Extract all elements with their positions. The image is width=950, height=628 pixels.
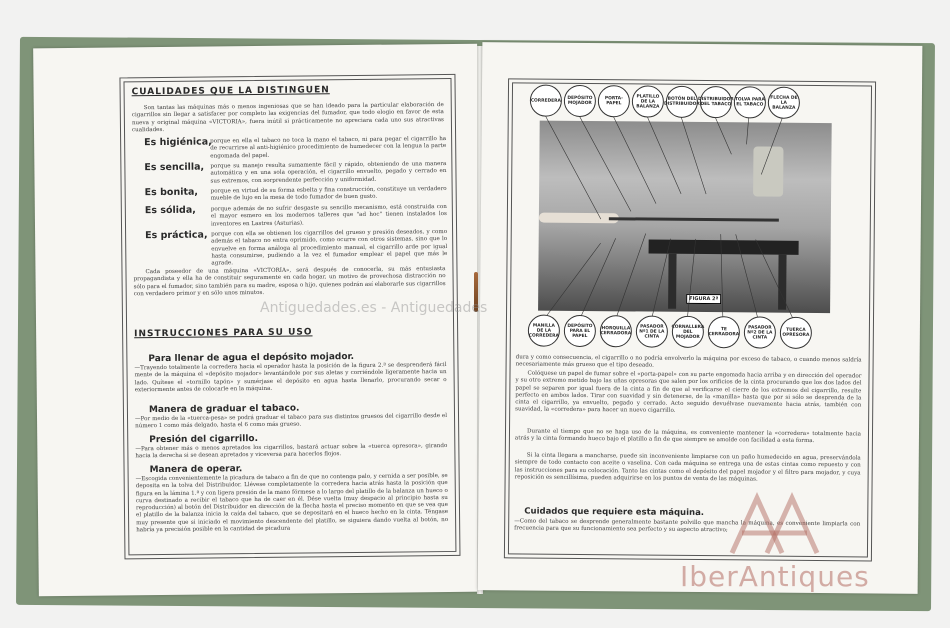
label-distribuidor-tabaco: DISTRIBUIDOR DEL TABACO	[700, 86, 732, 118]
quality-4-text: porque además de no sufrir desgaste su sencillo mecanismo, está construida con el mayor esmero en los modernos talleres que "ad hoc" tienen instalados los inventores en Lastres (Asturias).	[210, 204, 447, 228]
right-page	[478, 42, 923, 594]
heading-instructions: INSTRUCCIONES PARA SU USO	[134, 327, 313, 340]
figure-label: FIGURA 2ª	[686, 294, 721, 304]
section-fill-water-text: —Trayendo totalmente la corredera hacia el operador hasta la posición de la figura 2.ª se desprenderá fácil mente de la máquina el «depósito mojador» levantándole por sus aletas y corriéndole ligeramente hacia un lado. Quítese el «tornillo tapón» y sumérjase el depósito en agua hasta llenarlo, procurando secar o exteriormente antes de colocarle en la máquina.	[134, 362, 447, 394]
quality-3-text: porque en virtud de su forma esbelta y fina construcción, constituye un verdadero mueble de lujo en la mesa de todo fumador de buen gusto.	[210, 186, 447, 202]
quality-4-title: Es sólida,	[144, 204, 196, 217]
quality-1-text: porque en ella el tabaco no toca la mano el tabaco, ni para pegar el cigarrillo ha de recurrirse al anti-higiénico procedimiento de humedecer con la lengua la parte engomada del papel.	[210, 136, 447, 160]
left-page	[33, 44, 483, 597]
heading-qualities: CUALIDADES QUE LA DISTINGUEN	[131, 85, 330, 98]
quality-5-text: porque con ella se obtienen los cigarrillos del grueso y presión deseados, y como además el tabaco no entra oprimido, como ocurre con otros sistemas, sino que lo envuelve en forma análoga al procedimiento manual, el cigarrillo arde por igual hasta consumirse, pudiendo a la vez el fumador emplear el papel que más le agrade.	[211, 229, 448, 267]
label-te-cerradora: TE CERRADORA	[708, 316, 740, 348]
right-paragraph-1: dura y como consecuencia, el cigarrillo o no podría envolverlo la máquina por exceso de tabaco, o cuando menos saldría necesariamente más grueso que el tipo deseado.	[515, 354, 862, 369]
label-cornallera: CORNALLERA DEL MOJADOR	[672, 316, 704, 348]
quality-1-title: Es higiénica,	[144, 136, 212, 149]
section-tobacco-text: —Por medio de la «tuerca-pesa» se podrá graduar el tabaco para sus distintos gruesos del cigarrillo desde el número 1 como más delgado, hasta el 6 como más grueso.	[135, 413, 448, 430]
section-pressure-title: Presión del cigarrillo.	[149, 434, 259, 446]
label-corredera: CORREDERA	[530, 85, 562, 117]
label-boton-distribuidor: BOTÓN DEL DISTRIBUIDOR	[666, 86, 698, 118]
section-care-title: Cuidados que requiere esta máquina.	[524, 506, 705, 519]
label-manilla-corredera: MANILLA DE LA CORREDERA	[528, 314, 560, 346]
quality-5-title: Es práctica,	[145, 229, 208, 242]
quality-2-text: porque su manejo resulta sumamente fácil y rápido, obteniendo de una manera automática y en una sola operación, el cigarrillo envuelto, pegado y cerrado en sus extremos, con sorprendente perfección y uniformidad.	[210, 161, 447, 185]
quality-2-title: Es sencilla,	[144, 161, 205, 174]
label-platillo-balanza: PLATILLO DE LA BALANZA	[632, 85, 664, 117]
label-pasador-1: PASADOR Nº1 DE LA CINTA	[636, 315, 668, 347]
label-pasador-2: PASADOR Nº2 DE LA CINTA	[744, 316, 776, 348]
right-paragraph-3: Durante el tiempo que no se haga uso de la máquina, es conveniente mantener la «corredera» totalmente hacia atrás y la cinta formando hueco bajo el platillo a fin de que siempre se amolde con facilidad a esta forma.	[514, 428, 862, 445]
watermark-logo	[712, 488, 832, 558]
section-fill-water-title: Para llenar de agua el depósito mojador.	[148, 351, 355, 365]
closing-paragraph: Cada poseedor de una máquina «VICTORIA», será después de conocerla, su más entusiasta propagandista y ella ha de constituir seguramente en cada hogar, un motivo de provechosa distracción no sólo para el fumador, sino también para su madre, esposa o hijo, quienes podrán así elaborarle sus cigarrillos con verdadero primor y en sólo unos minutos.	[133, 266, 446, 298]
section-pressure-text: —Para obtener más o menos apretados los cigarrillos, bastará actuar sobre la «tuerca opresora», girando hacia la derecha si se desean apretados y viceversa para hacerlos flojos.	[135, 443, 448, 460]
label-deposito-papel: DEPÓSITO PARA EL PAPEL	[564, 315, 596, 347]
watermark-center: Antiguedades.es - Antiguedades	[260, 300, 488, 316]
section-care-text: —Como del tabaco se desprende generalmente bastante polvillo que mancha la máquina, es conveniente limpiarla con frecuencia para que su funcionamiento sea perfecto y su aspecto atractivo;	[514, 518, 861, 534]
intro-paragraph: Son tantas las máquinas más o menos ingeniosas que se han ideado para la particular elaboración de cigarrillos sin llegar a satisfacer por completo las exigencias del fumador, que todo elogio en favor de esta nueva y original máquina «VICTORIA», fuera inútil si prácticamente no apreciara cada uno sus atractivas cualidades.	[131, 102, 444, 134]
label-porta-papel: PORTA-PAPEL	[598, 85, 630, 117]
section-tobacco-title: Manera de graduar el tabaco.	[148, 403, 300, 416]
right-paragraph-2: Colóquese un papel de fumar sobre el «porta-papel» con su parte engomada hacia arriba y en dirección del operador y su otro extremo metido bajo las uñas opresoras que salen por los orificios de la cinta procurando que los dos lados del papel se separen por igual fuera de la cinta a fin de que al verificarse el cierre de los extremos del cigarrillo, resulte perfecto en ambos lados. Tirar con suavidad y sin detenerse, de la «manilla» hasta que por si sólo se desprenda de la cinta el cigarrillo, ya envuelto, pegado y cerrado. Acto seguido devuélvase nuevamente hacia atrás, también con suavidad, la «corredera» para hacer un nuevo cigarrillo.	[515, 370, 862, 415]
right-paragraph-4: Si la cinta llegara a mancharse, puede sin inconveniente limpiarse con un paño humedecido en agua, preservándola siempre de todo contacto con aceite o vaselina. Con cada máquina se entrega una de estas cintas como repuesto y con las instrucciones para su colocación. Tanto las cintas como el depósito del papel mojador y el filtro para mojador, y cuya reposición es sencillísima, pueden adquirirse en los puntos de venta de las máquinas.	[514, 452, 861, 483]
label-deposito-mojador: DEPÓSITO MOJADOR	[564, 85, 596, 117]
quality-3-title: Es bonita,	[144, 186, 199, 199]
label-flecha-balanza: FLECHA DE LA BALANZA	[768, 87, 800, 119]
section-operate-title: Manera de operar.	[149, 464, 243, 476]
label-tolva: TOLVA PARA EL TABACO	[734, 86, 766, 118]
label-horquilla-cerradora: HORQUILLA CERRADORA	[600, 315, 632, 347]
watermark-corner: IberAntiques	[680, 560, 870, 593]
section-operate-text: —Escogida convenientemente la picadura de tabaco a fin de que no contenga palo, y cernida a ser posible, se deposita en la tolva del Distribuidor. Llévese completamente la corredera hacia atrás hasta la posición que figura en la lámina 1.ª y con ligera presión de la mano fórmese a lo largo del platillo de la balanza un hueco o curva destinado a recibir el tabaco que ha de caer en él. Dése vuelta (muy despacio al principio hasta su reproducción) al botón del Distribuidor en dirección de la flecha hasta el preciso momento en que se vea que el platillo de la balanza inicia la caída del tabaco, que se depositará en el hueco hecho en la cinta. Téngase muy presente que si iniciado el movimiento descendente del platillo, se siguiera dando vuelta al botón, no habría ya precisión posible en la cantidad de picadura	[135, 473, 449, 534]
label-tuerca-opresora: TUERCA OPRESORA	[780, 317, 812, 349]
